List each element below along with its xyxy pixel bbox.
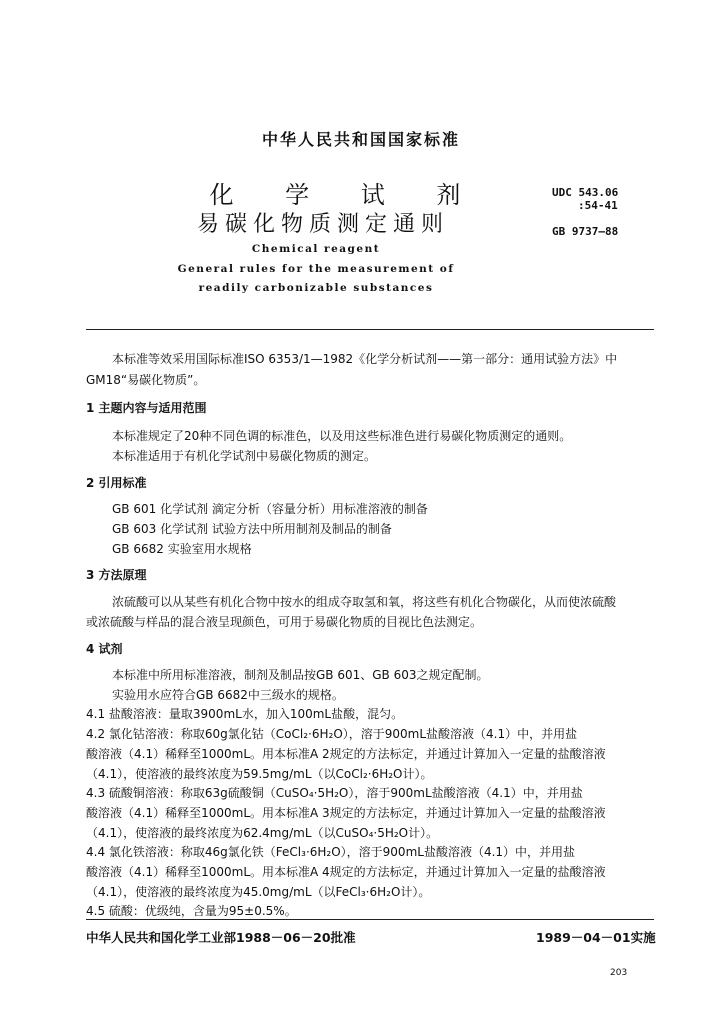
gb-number: GB 9737—88	[552, 225, 619, 238]
item-4-1: 4.1 盐酸溶液：量取3900mL水，加入100mL盐酸，混匀。	[86, 707, 404, 721]
section-2-ref1: GB 601 化学试剂 滴定分析（容量分析）用标准溶液的制备	[112, 502, 428, 516]
section-4-para1: 本标准中所用标准溶液，制剂及制品按GB 601、GB 603之规定配制。	[112, 668, 489, 682]
title-en-line3: readily carbonizable substances	[198, 282, 434, 294]
page-number: 203	[610, 968, 628, 978]
section-1-para1: 本标准规定了20种不同色调的标准色，以及用这些标准色进行易碳化物质测定的通则。	[112, 429, 572, 443]
item-4-5: 4.5 硫酸：优级纯，含量为95±0.5%。	[86, 904, 297, 918]
section-1-heading: 1 主题内容与适用范围	[86, 401, 207, 415]
approval-text: 中华人民共和国化学工业部1988－06－20批准	[86, 930, 356, 945]
item-4-3-line1: 4.3 硫酸铜溶液：称取63g硫酸铜（CuSO₄·5H₂O），溶于900mL盐酸溶液（4.1）中，并用盐	[86, 786, 583, 800]
udc-line2: :54-41	[578, 199, 618, 212]
item-4-4-line2: 酸溶液（4.1）稀释至1000mL。用本标准A 4规定的方法标定，并通过计算加入一定量的盐酸溶液	[86, 865, 606, 879]
section-2-ref2: GB 603 化学试剂 试验方法中所用制剂及制品的制备	[112, 522, 392, 536]
item-4-4-line1: 4.4 氯化铁溶液：称取46g氯化铁（FeCl₃·6H₂O），溶于900mL盐酸溶液（4.1）中，并用盐	[86, 845, 576, 859]
standard-title: 中华人民共和国国家标准	[261, 130, 460, 149]
section-3-line1: 浓硫酸可以从某些有机化合物中按水的组成夺取氢和氧，将这些有机化合物碳化，从而使浓硫酸	[112, 595, 617, 609]
section-1-para2: 本标准适用于有机化学试剂中易碳化物质的测定。	[112, 449, 377, 463]
title-en-line2: General rules for the measurement of	[177, 263, 455, 275]
item-4-2-line3: （4.1），使溶液的最终浓度为59.5mg/mL（以CoCl₂·6H₂O计）。	[86, 767, 433, 781]
title-cn-line2: 易碳化物质测定通则	[196, 212, 449, 237]
implementation-date: 1989－04－01实施	[536, 930, 656, 945]
section-3-heading: 3 方法原理	[86, 568, 147, 582]
section-3-line2: 或浓硫酸与样品的混合液呈现颜色，可用于易碳化物质的目视比色法测定。	[86, 615, 483, 629]
item-4-3-line3: （4.1），使溶液的最终浓度为62.4mg/mL（以CuSO₄·5H₂O计）。	[86, 826, 439, 840]
intro-line1: 本标准等效采用国际标准ISO 6353/1—1982《化学分析试剂——第一部分：通用试验方法》中	[112, 352, 618, 366]
section-4-heading: 4 试剂	[86, 642, 123, 656]
section-4-para2: 实验用水应符合GB 6682中三级水的规格。	[112, 688, 344, 702]
intro-line2: GM18“易碳化物质”。	[86, 373, 206, 387]
footer-rule	[86, 919, 654, 920]
item-4-2-line1: 4.2 氯化钴溶液：称取60g氯化钴（CoCl₂·6H₂O），溶于900mL盐酸溶液（4.1）中，并用盐	[86, 727, 578, 741]
item-4-4-line3: （4.1），使溶液的最终浓度为45.0mg/mL（以FeCl₃·6H₂O计）。	[86, 885, 431, 899]
item-4-3-line2: 酸溶液（4.1）稀释至1000mL。用本标准A 3规定的方法标定，并通过计算加入一定量的盐酸溶液	[86, 806, 606, 820]
title-cn-line1: 化 学 试 剂	[209, 181, 483, 209]
udc-line1: UDC 543.06	[552, 186, 619, 199]
udc-code	[552, 186, 618, 212]
header-rule	[86, 329, 654, 330]
section-2-ref3: GB 6682 实验室用水规格	[112, 542, 252, 556]
title-en-line1: Chemical reagent	[251, 243, 381, 255]
section-2-heading: 2 引用标准	[86, 476, 147, 490]
item-4-2-line2: 酸溶液（4.1）稀释至1000mL。用本标准A 2规定的方法标定，并通过计算加入一定量的盐酸溶液	[86, 747, 606, 761]
